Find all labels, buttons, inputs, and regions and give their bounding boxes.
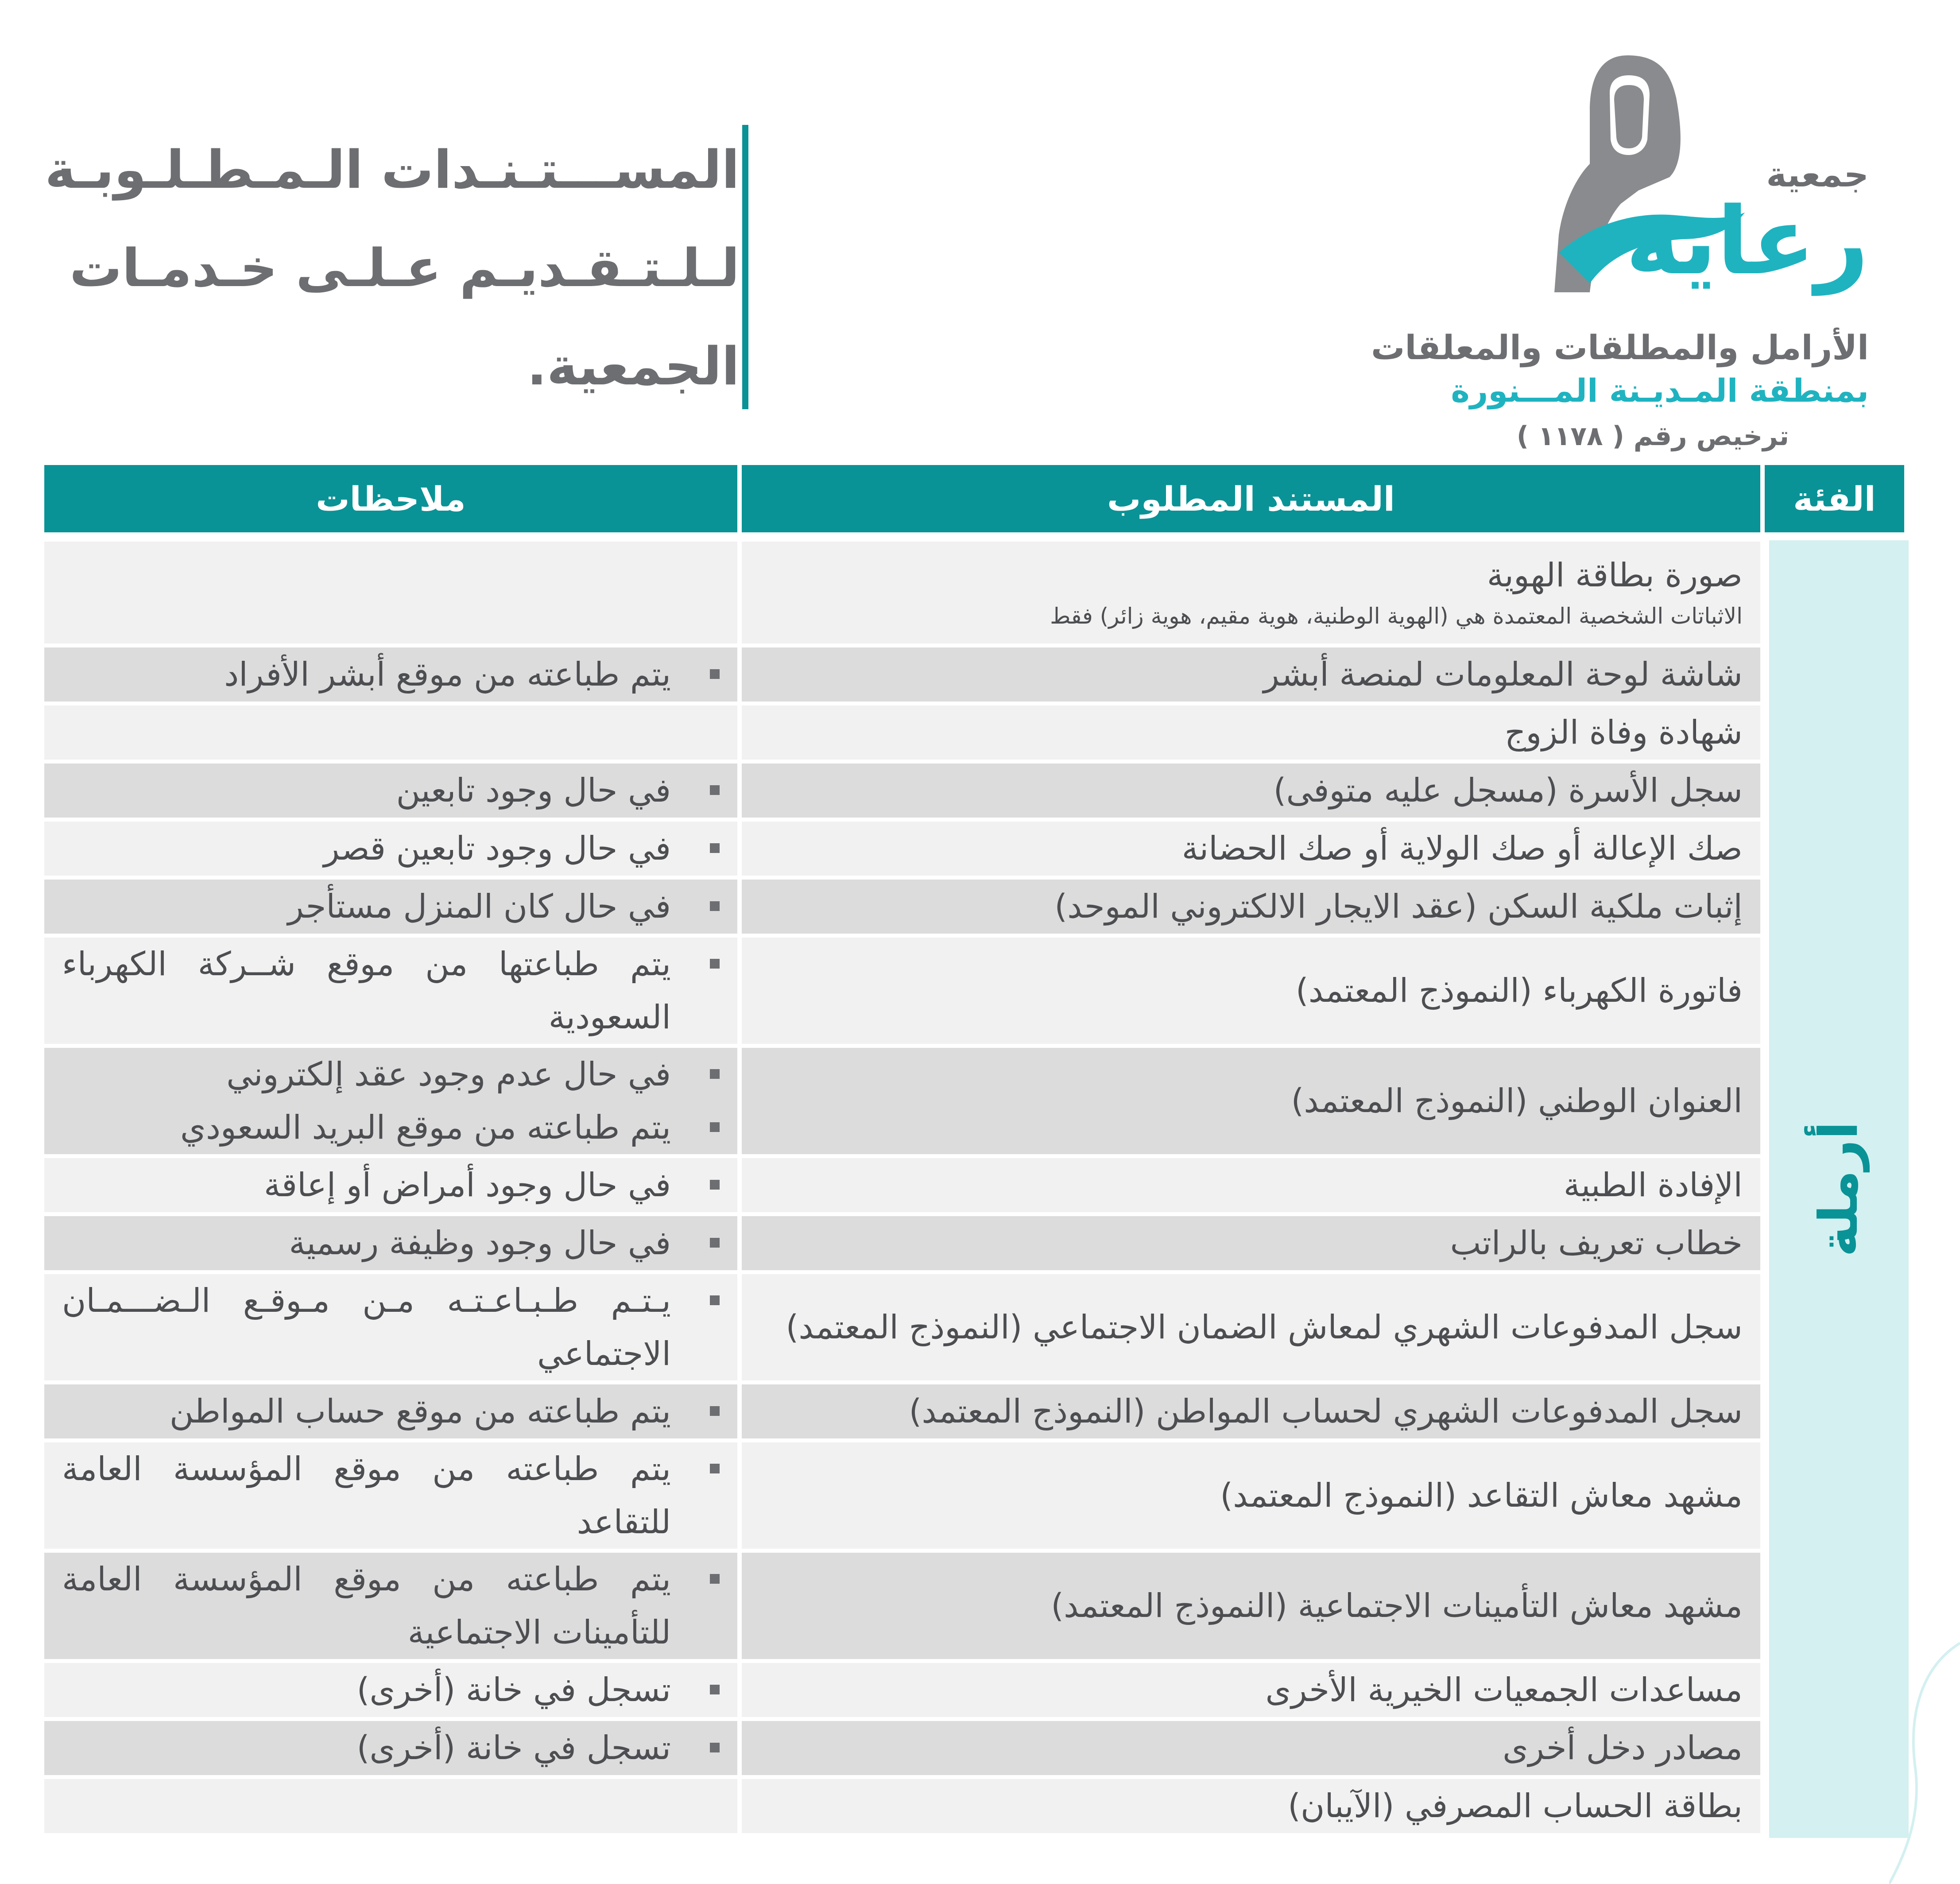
category-label: أرملة — [1808, 1121, 1870, 1257]
category-cell — [1765, 540, 1909, 1838]
note-item: يـتـم طـبـاعـتـه مـن مـوقـع الـضـــمـان الاجتماعي — [62, 1274, 671, 1380]
document-cell — [742, 1048, 1765, 1154]
table-row — [44, 1216, 1765, 1270]
table-row — [44, 764, 1765, 818]
document-name: فاتورة الكهرباء (النموذج المعتمد) — [1295, 971, 1743, 1010]
table-row — [44, 1442, 1765, 1549]
notes-cell — [44, 1553, 742, 1659]
table-row — [44, 1553, 1765, 1659]
notes-cell — [44, 938, 742, 1044]
note-item: في حال وجود تابعين قصر — [324, 822, 671, 875]
note-item: تسجل في خانة (أخرى) — [357, 1721, 671, 1775]
title-line-2: لـلـتـقـديـم عـلـى خـدمـات — [69, 237, 740, 298]
table-row — [44, 1158, 1765, 1212]
notes-cell — [44, 1274, 742, 1380]
documents-table — [44, 465, 1909, 1838]
document-cell — [742, 1663, 1765, 1717]
note-item: يتم طباعته من موقع المؤسسة العامة للتأمينات الاجتماعية — [62, 1553, 671, 1659]
notes-cell — [44, 542, 742, 644]
table-row — [44, 1779, 1765, 1833]
notes-cell — [44, 1779, 742, 1833]
document-subnote: الاثباتات الشخصية المعتمدة هي (الهوية الوطنية، هوية مقيم، هوية زائر) فقط — [1050, 603, 1743, 629]
title-line-1: المســـتـنـدات الـمـطـلـوبـة — [45, 139, 740, 200]
notes-cell — [44, 1721, 742, 1775]
document-cell — [742, 1158, 1765, 1212]
table-row — [44, 1274, 1765, 1380]
table-body — [44, 538, 1765, 1838]
logo-brand-text: رعاية — [1625, 187, 1869, 295]
document-cell — [742, 1384, 1765, 1438]
table-row — [44, 706, 1765, 760]
note-item: يتم طباعته من موقع البريد السعودي — [180, 1101, 671, 1154]
document-name: الإفادة الطبية — [1563, 1166, 1743, 1204]
notes-cell — [44, 1663, 742, 1717]
document-name: مصادر دخل أخرى — [1503, 1729, 1743, 1767]
document-name: مساعدات الجمعيات الخيرية الأخرى — [1265, 1671, 1743, 1709]
note-item: في حال وجود وظيفة رسمية — [289, 1217, 671, 1270]
table-row — [44, 938, 1765, 1044]
document-cell — [742, 938, 1765, 1044]
header-notes: ملاحظات — [44, 465, 742, 532]
title-accent-bar — [742, 125, 748, 409]
notes-cell — [44, 1384, 742, 1438]
document-name: شهادة وفاة الزوج — [1504, 713, 1743, 752]
header-category: الفئة — [1765, 465, 1909, 532]
document-cell — [742, 764, 1765, 818]
table-row — [44, 822, 1765, 876]
document-cell — [742, 1216, 1765, 1270]
note-item: في حال وجود أمراض أو إعاقة — [264, 1159, 671, 1212]
table-row — [44, 1663, 1765, 1717]
document-name: سجل الأسرة (مسجل عليه متوفى) — [1273, 771, 1743, 810]
note-item: يتم طباعتها من موقع شــركة الكهرباء السعودية — [62, 938, 671, 1044]
notes-cell — [44, 822, 742, 876]
table-row — [44, 1721, 1765, 1775]
decorative-curve — [1889, 1639, 1960, 1884]
note-item: في حال كان المنزل مستأجر — [288, 880, 671, 933]
note-item: في حال وجود تابعين — [396, 764, 671, 817]
note-item: يتم طباعته من موقع المؤسسة العامة للتقاعد — [62, 1442, 671, 1549]
document-name: خطاب تعريف بالراتب — [1450, 1224, 1743, 1262]
notes-cell — [44, 1216, 742, 1270]
document-name: سجل المدفوعات الشهري لحساب المواطن (النموذج المعتمد) — [909, 1392, 1743, 1430]
notes-cell — [44, 764, 742, 818]
document-name: صك الإعالة أو صك الولاية أو صك الحضانة — [1181, 829, 1743, 868]
logo-region: بمنطقة المـديـنة المـــنورة — [1451, 372, 1869, 409]
document-cell — [742, 880, 1765, 934]
logo-tagline: الأرامل والمطلقات والمعلقات — [1371, 328, 1869, 367]
document-cell — [742, 542, 1765, 644]
note-item: يتم طباعته من موقع أبشر الأفراد — [224, 648, 671, 701]
document-name: إثبات ملكية السكن (عقد الايجار الالكتروني الموحد) — [1054, 887, 1743, 926]
table-row — [44, 1384, 1765, 1438]
document-name: صورة بطاقة الهوية — [1487, 556, 1743, 594]
note-item: تسجل في خانة (أخرى) — [357, 1663, 671, 1717]
document-name: مشهد معاش التقاعد (النموذج المعتمد) — [1220, 1476, 1743, 1515]
document-cell — [742, 822, 1765, 876]
table-row — [44, 1048, 1765, 1154]
document-cell — [742, 706, 1765, 760]
notes-cell — [44, 647, 742, 702]
logo-license: ترخيص رقم ( ١١٧٨ ) — [1516, 421, 1789, 452]
document-cell — [742, 1553, 1765, 1659]
document-name: مشهد معاش التأمينات الاجتماعية (النموذج المعتمد) — [1051, 1586, 1743, 1625]
notes-cell — [44, 1158, 742, 1212]
document-cell — [742, 1779, 1765, 1833]
table-row — [44, 647, 1765, 702]
document-name: سجل المدفوعات الشهري لمعاش الضمان الاجتماعي (النموذج المعتمد) — [786, 1308, 1743, 1346]
note-item: يتم طباعته من موقع حساب المواطن — [170, 1385, 671, 1438]
note-item: في حال عدم وجود عقد إلكتروني — [226, 1048, 671, 1101]
logo-small-text: جمعية — [1766, 155, 1869, 195]
header-document: المستند المطلوب — [742, 465, 1765, 532]
table-row — [44, 880, 1765, 934]
document-cell — [742, 1442, 1765, 1549]
document-cell — [742, 1274, 1765, 1380]
notes-cell — [44, 1048, 742, 1154]
document-name: العنوان الوطني (النموذج المعتمد) — [1291, 1082, 1743, 1120]
document-cell — [742, 647, 1765, 702]
page-title — [45, 124, 740, 412]
title-line-3: الجمعية. — [527, 336, 740, 397]
notes-cell — [44, 1442, 742, 1549]
table-row — [44, 542, 1765, 644]
document-name: بطاقة الحساب المصرفي (الآيبان) — [1288, 1787, 1743, 1825]
document-name: شاشة لوحة المعلومات لمنصة أبشر — [1263, 655, 1743, 694]
notes-cell — [44, 880, 742, 934]
document-cell — [742, 1721, 1765, 1775]
organization-logo — [1371, 44, 1922, 452]
notes-cell — [44, 706, 742, 760]
